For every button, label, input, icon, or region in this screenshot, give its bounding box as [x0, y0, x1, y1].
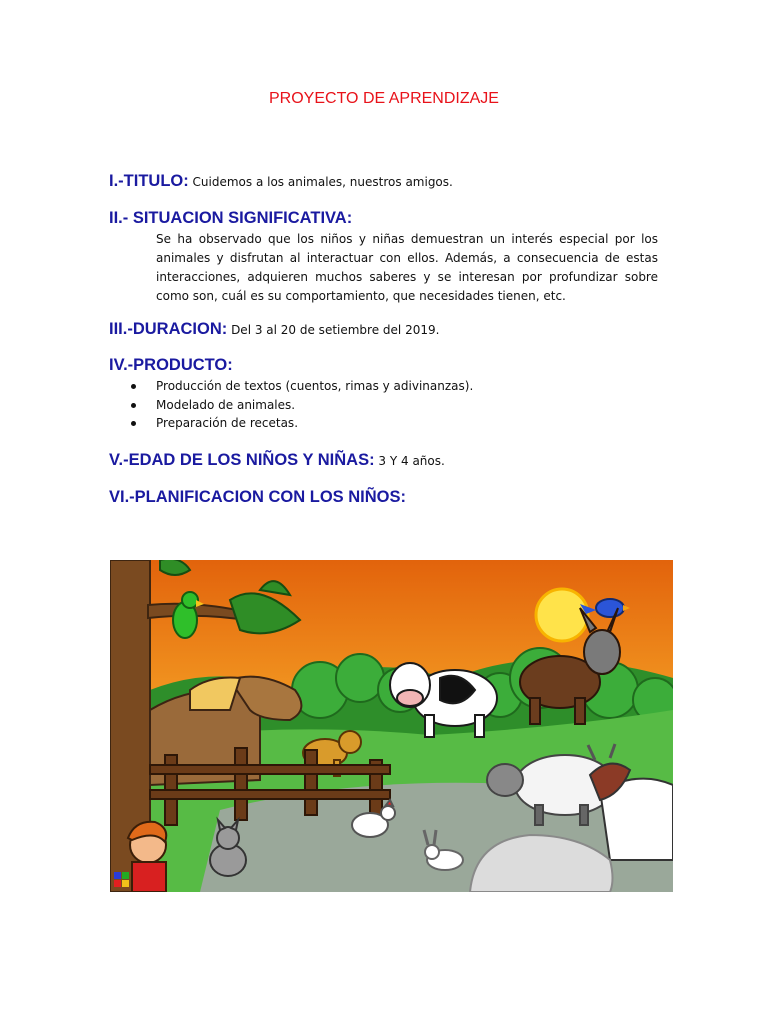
- duracion-value: Del 3 al 20 de setiembre del 2019.: [227, 323, 440, 337]
- farm-animals-illustration: [110, 560, 673, 892]
- section-edad: [109, 451, 445, 470]
- list-item: Preparación de recetas.: [128, 414, 473, 433]
- sun: [536, 589, 588, 641]
- section-duracion: [109, 320, 439, 339]
- titulo-separator: :: [183, 172, 189, 190]
- section-planificacion-heading: VI.-PLANIFICACION CON LOS NIÑOS:: [109, 488, 406, 506]
- titulo-value: Cuidemos a los animales, nuestros amigos.: [188, 175, 453, 189]
- situacion-paragraph: Se ha observado que los niños y niñas demuestran un interés especial por los animales y disfrutan al interactuar con ellos. Además, a consecuencia de estas interacciones, adquieren muchos saberes y se interesan por profundizar sobre como son, cuál es su comportamiento, que necesidades tienen, etc.: [156, 232, 658, 303]
- list-item: Producción de textos (cuentos, rimas y adivinanzas).: [128, 377, 473, 396]
- list-item: Modelado de animales.: [128, 396, 473, 415]
- section-titulo: [109, 172, 453, 191]
- producto-list: [128, 377, 473, 433]
- edad-label: V.-EDAD DE LOS NIÑOS Y NIÑAS:: [109, 451, 375, 469]
- edad-value: 3 Y 4 años.: [374, 454, 445, 468]
- page-title: PROYECTO DE APRENDIZAJE: [269, 90, 499, 107]
- section-situacion-heading: II.- SITUACION SIGNIFICATIVA:: [109, 209, 353, 227]
- titulo-label: I.-TITULO: [109, 172, 184, 190]
- duracion-label: III.-DURACION:: [109, 320, 228, 338]
- child-icon: [128, 822, 166, 892]
- section-producto-heading: IV.-PRODUCTO:: [109, 356, 233, 374]
